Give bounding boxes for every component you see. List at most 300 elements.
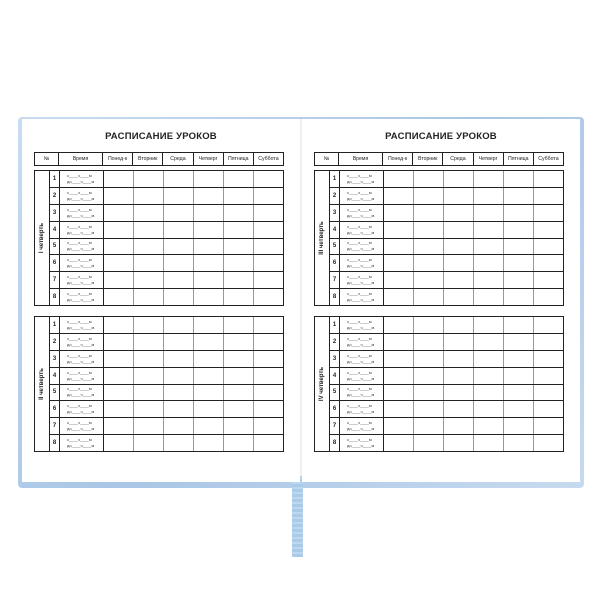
time-from: с____ч____м — [67, 172, 92, 178]
lesson-number: 7 — [50, 272, 60, 288]
day-cell — [194, 289, 224, 305]
lesson-number: 2 — [330, 334, 340, 350]
lesson-time — [60, 317, 104, 333]
lesson-number: 3 — [330, 205, 340, 221]
lesson-row — [330, 435, 563, 451]
time-to: до____ч____м — [347, 263, 375, 269]
day-cell — [254, 435, 283, 451]
lesson-time — [60, 222, 104, 238]
lesson-time — [340, 401, 384, 417]
lesson-time — [340, 317, 384, 333]
day-cell — [444, 317, 474, 333]
lesson-row — [50, 435, 283, 451]
day-cell — [164, 205, 194, 221]
time-from: с____ч____м — [347, 420, 372, 426]
day-cell — [384, 385, 414, 401]
time-from: с____ч____м — [67, 240, 92, 246]
header-day: Суббота — [533, 153, 563, 165]
lesson-time — [60, 239, 104, 255]
time-to: до____ч____м — [67, 358, 95, 364]
time-to: до____ч____м — [347, 178, 375, 184]
day-cell — [474, 418, 504, 434]
day-cell — [224, 272, 254, 288]
time-to: до____ч____м — [347, 324, 375, 330]
time-from: с____ч____м — [67, 291, 92, 297]
lesson-row — [50, 205, 283, 222]
day-cell — [414, 272, 444, 288]
time-from: с____ч____м — [67, 437, 92, 443]
day-cell — [384, 188, 414, 204]
day-cell — [134, 401, 164, 417]
day-cell — [444, 222, 474, 238]
day-cell — [254, 385, 283, 401]
day-cell — [414, 188, 444, 204]
day-cell — [134, 171, 164, 187]
day-cell — [444, 188, 474, 204]
lesson-time — [60, 289, 104, 305]
header-day: Четверг — [193, 153, 223, 165]
day-cell — [254, 289, 283, 305]
header-num: № — [43, 156, 50, 162]
lesson-row — [330, 205, 563, 222]
day-cell — [254, 222, 283, 238]
day-cell — [534, 351, 563, 367]
day-cell — [254, 317, 283, 333]
lesson-row — [330, 334, 563, 351]
day-cell — [504, 317, 534, 333]
time-to: до____ч____м — [67, 324, 95, 330]
time-from: с____ч____м — [67, 257, 92, 263]
time-from: с____ч____м — [347, 206, 372, 212]
day-cell — [254, 255, 283, 271]
lesson-time — [340, 334, 384, 350]
day-cell — [444, 368, 474, 384]
time-to: до____ч____м — [67, 375, 95, 381]
schedule-header — [34, 152, 284, 166]
day-cell — [224, 188, 254, 204]
day-cell — [224, 255, 254, 271]
lesson-number: 8 — [50, 435, 60, 451]
lesson-time — [340, 351, 384, 367]
day-cell — [224, 385, 254, 401]
quarter-label-column — [315, 317, 330, 451]
lesson-row — [50, 351, 283, 368]
day-cell — [444, 205, 474, 221]
lesson-number: 5 — [330, 385, 340, 401]
lesson-number: 4 — [50, 368, 60, 384]
day-cell — [134, 188, 164, 204]
lesson-number: 8 — [50, 289, 60, 305]
day-cell — [194, 317, 224, 333]
day-cell — [474, 188, 504, 204]
day-cell — [444, 239, 474, 255]
lesson-rows — [50, 317, 283, 451]
day-cell — [104, 418, 134, 434]
lesson-time — [60, 435, 104, 451]
lesson-row — [330, 351, 563, 368]
day-cell — [194, 435, 224, 451]
header-day: Вторник — [412, 153, 442, 165]
day-cell — [104, 188, 134, 204]
lesson-row — [50, 368, 283, 385]
day-cell — [134, 334, 164, 350]
lesson-time — [60, 205, 104, 221]
left-page — [22, 119, 300, 482]
day-cell — [254, 351, 283, 367]
day-cell — [474, 317, 504, 333]
lesson-time — [340, 289, 384, 305]
lesson-row — [50, 239, 283, 256]
day-cell — [534, 385, 563, 401]
day-cell — [134, 289, 164, 305]
day-cell — [504, 334, 534, 350]
day-cell — [104, 385, 134, 401]
day-cell — [134, 385, 164, 401]
time-from: с____ч____м — [347, 257, 372, 263]
day-cell — [384, 418, 414, 434]
day-cell — [104, 289, 134, 305]
day-cell — [444, 401, 474, 417]
day-cell — [164, 351, 194, 367]
header-day: Суббота — [253, 153, 283, 165]
lesson-time — [340, 205, 384, 221]
day-cell — [164, 171, 194, 187]
day-cell — [194, 385, 224, 401]
day-cell — [134, 418, 164, 434]
day-cell — [134, 222, 164, 238]
lesson-number: 6 — [330, 255, 340, 271]
time-from: с____ч____м — [67, 420, 92, 426]
day-cell — [254, 188, 283, 204]
day-cell — [384, 435, 414, 451]
lesson-rows — [50, 171, 283, 305]
page-title: РАСПИСАНИЕ УРОКОВ — [105, 131, 217, 142]
day-cell — [384, 272, 414, 288]
time-from: с____ч____м — [67, 223, 92, 229]
day-cell — [224, 368, 254, 384]
day-cell — [504, 272, 534, 288]
lesson-row — [330, 171, 563, 188]
quarter-label-column — [35, 171, 50, 305]
time-to: до____ч____м — [67, 195, 95, 201]
quarter-block-1 — [34, 170, 284, 306]
day-cell — [534, 255, 563, 271]
time-from: с____ч____м — [347, 291, 372, 297]
day-cell — [224, 401, 254, 417]
day-cell — [384, 239, 414, 255]
lesson-number: 5 — [330, 239, 340, 255]
day-cell — [104, 368, 134, 384]
day-cell — [134, 368, 164, 384]
lesson-number: 6 — [330, 401, 340, 417]
time-from: с____ч____м — [347, 240, 372, 246]
day-cell — [224, 222, 254, 238]
time-from: с____ч____м — [347, 223, 372, 229]
day-cell — [164, 188, 194, 204]
lesson-rows — [330, 317, 563, 451]
day-cell — [504, 239, 534, 255]
lesson-row — [330, 222, 563, 239]
lesson-number: 8 — [330, 435, 340, 451]
day-cell — [474, 401, 504, 417]
time-from: с____ч____м — [67, 352, 92, 358]
time-to: до____ч____м — [67, 229, 95, 235]
lesson-row — [50, 188, 283, 205]
lesson-row — [50, 317, 283, 334]
lesson-time — [340, 188, 384, 204]
day-cell — [384, 334, 414, 350]
day-cell — [534, 334, 563, 350]
day-cell — [224, 205, 254, 221]
day-cell — [164, 289, 194, 305]
day-cell — [504, 171, 534, 187]
day-cell — [474, 205, 504, 221]
day-cell — [534, 418, 563, 434]
lesson-number: 7 — [330, 272, 340, 288]
lesson-number: 8 — [330, 289, 340, 305]
lesson-time — [60, 188, 104, 204]
day-cell — [104, 334, 134, 350]
lesson-row — [330, 255, 563, 272]
lesson-row — [330, 401, 563, 418]
day-cell — [224, 171, 254, 187]
day-cell — [104, 205, 134, 221]
lesson-number: 3 — [50, 351, 60, 367]
day-cell — [104, 272, 134, 288]
header-day: Пятница — [223, 153, 253, 165]
header-day: Пятница — [503, 153, 533, 165]
quarter-label-column — [315, 171, 330, 305]
day-cell — [164, 418, 194, 434]
day-cell — [104, 435, 134, 451]
lesson-number: 5 — [50, 239, 60, 255]
day-cell — [224, 351, 254, 367]
lesson-row — [50, 272, 283, 289]
day-cell — [384, 222, 414, 238]
day-cell — [164, 435, 194, 451]
lesson-time — [340, 222, 384, 238]
day-cell — [134, 272, 164, 288]
time-to: до____ч____м — [347, 195, 375, 201]
lesson-number: 4 — [50, 222, 60, 238]
day-cell — [164, 334, 194, 350]
day-cell — [104, 171, 134, 187]
time-from: с____ч____м — [67, 274, 92, 280]
time-from: с____ч____м — [67, 318, 92, 324]
day-cell — [504, 418, 534, 434]
day-cell — [194, 368, 224, 384]
day-cell — [474, 351, 504, 367]
time-to: до____ч____м — [67, 178, 95, 184]
lesson-number: 6 — [50, 401, 60, 417]
day-cell — [504, 435, 534, 451]
time-to: до____ч____м — [67, 443, 95, 449]
day-cell — [254, 272, 283, 288]
quarter-label: III четверть — [319, 221, 325, 255]
day-cell — [444, 255, 474, 271]
day-cell — [474, 368, 504, 384]
lesson-row — [330, 289, 563, 305]
day-cell — [414, 368, 444, 384]
day-cell — [194, 418, 224, 434]
day-cell — [164, 317, 194, 333]
time-from: с____ч____м — [347, 318, 372, 324]
quarter-label: IV четверть — [319, 366, 325, 402]
day-cell — [534, 188, 563, 204]
lesson-time — [60, 255, 104, 271]
time-from: с____ч____м — [347, 352, 372, 358]
day-cell — [504, 368, 534, 384]
day-cell — [414, 222, 444, 238]
day-cell — [504, 289, 534, 305]
time-to: до____ч____м — [347, 229, 375, 235]
day-cell — [474, 171, 504, 187]
lesson-row — [330, 368, 563, 385]
time-from: с____ч____м — [67, 335, 92, 341]
day-cell — [474, 272, 504, 288]
day-cell — [534, 435, 563, 451]
day-cell — [164, 255, 194, 271]
time-to: до____ч____м — [67, 392, 95, 398]
day-cell — [504, 385, 534, 401]
page-title: РАСПИСАНИЕ УРОКОВ — [385, 131, 497, 142]
day-cell — [104, 351, 134, 367]
lesson-rows — [330, 171, 563, 305]
day-cell — [194, 222, 224, 238]
day-cell — [414, 205, 444, 221]
lesson-number: 7 — [50, 418, 60, 434]
lesson-row — [330, 188, 563, 205]
time-to: до____ч____м — [347, 409, 375, 415]
header-day: Понед-к — [102, 153, 132, 165]
day-cell — [504, 351, 534, 367]
day-cell — [444, 289, 474, 305]
time-to: до____ч____м — [67, 297, 95, 303]
lesson-row — [50, 418, 283, 435]
day-cell — [474, 435, 504, 451]
day-cell — [414, 317, 444, 333]
lesson-row — [50, 255, 283, 272]
day-cell — [254, 205, 283, 221]
lesson-row — [50, 385, 283, 402]
day-cell — [504, 401, 534, 417]
day-cell — [224, 334, 254, 350]
lesson-number: 1 — [50, 317, 60, 333]
lesson-time — [340, 272, 384, 288]
day-cell — [534, 317, 563, 333]
lesson-time — [60, 272, 104, 288]
time-to: до____ч____м — [347, 341, 375, 347]
time-to: до____ч____м — [347, 375, 375, 381]
day-cell — [194, 188, 224, 204]
time-from: с____ч____м — [347, 172, 372, 178]
lesson-time — [60, 171, 104, 187]
day-cell — [414, 401, 444, 417]
day-cell — [474, 222, 504, 238]
day-cell — [164, 401, 194, 417]
day-cell — [194, 401, 224, 417]
time-from: с____ч____м — [347, 274, 372, 280]
day-cell — [414, 334, 444, 350]
schedule-header — [314, 152, 564, 166]
time-from: с____ч____м — [67, 206, 92, 212]
day-cell — [414, 289, 444, 305]
time-to: до____ч____м — [67, 341, 95, 347]
day-cell — [444, 418, 474, 434]
day-cell — [384, 255, 414, 271]
time-from: с____ч____м — [67, 189, 92, 195]
right-page — [302, 119, 580, 482]
time-from: с____ч____м — [67, 369, 92, 375]
day-cell — [504, 255, 534, 271]
quarter-block-3 — [314, 170, 564, 306]
quarter-label: II четверть — [39, 368, 45, 400]
day-cell — [444, 171, 474, 187]
lesson-number: 4 — [330, 222, 340, 238]
day-cell — [134, 317, 164, 333]
day-cell — [134, 435, 164, 451]
day-cell — [384, 401, 414, 417]
time-to: до____ч____м — [67, 263, 95, 269]
time-to: до____ч____м — [347, 280, 375, 286]
day-cell — [224, 418, 254, 434]
day-cell — [384, 351, 414, 367]
lesson-row — [50, 401, 283, 418]
lesson-number: 6 — [50, 255, 60, 271]
time-from: с____ч____м — [347, 335, 372, 341]
day-cell — [474, 334, 504, 350]
quarter-block-2 — [34, 316, 284, 452]
day-cell — [504, 205, 534, 221]
day-cell — [474, 289, 504, 305]
day-cell — [504, 188, 534, 204]
lesson-number: 1 — [330, 171, 340, 187]
day-cell — [414, 385, 444, 401]
time-to: до____ч____м — [347, 358, 375, 364]
day-cell — [224, 289, 254, 305]
day-cell — [414, 418, 444, 434]
day-cell — [104, 239, 134, 255]
header-day: Среда — [442, 153, 472, 165]
lesson-time — [60, 418, 104, 434]
day-cell — [414, 351, 444, 367]
lesson-time — [340, 255, 384, 271]
day-cell — [504, 222, 534, 238]
lesson-number: 2 — [50, 334, 60, 350]
header-num: № — [323, 156, 330, 162]
day-cell — [194, 351, 224, 367]
lesson-time — [60, 334, 104, 350]
lesson-row — [50, 289, 283, 305]
day-cell — [534, 239, 563, 255]
lesson-number: 3 — [330, 351, 340, 367]
day-cell — [414, 435, 444, 451]
day-cell — [384, 289, 414, 305]
lesson-time — [60, 368, 104, 384]
day-cell — [254, 334, 283, 350]
day-cell — [194, 239, 224, 255]
lesson-row — [330, 317, 563, 334]
day-cell — [164, 385, 194, 401]
lesson-number: 3 — [50, 205, 60, 221]
day-cell — [534, 222, 563, 238]
time-to: до____ч____м — [347, 443, 375, 449]
day-cell — [534, 401, 563, 417]
lesson-number: 4 — [330, 368, 340, 384]
time-from: с____ч____м — [347, 386, 372, 392]
time-to: до____ч____м — [67, 409, 95, 415]
bookmark-ribbon — [292, 476, 303, 557]
